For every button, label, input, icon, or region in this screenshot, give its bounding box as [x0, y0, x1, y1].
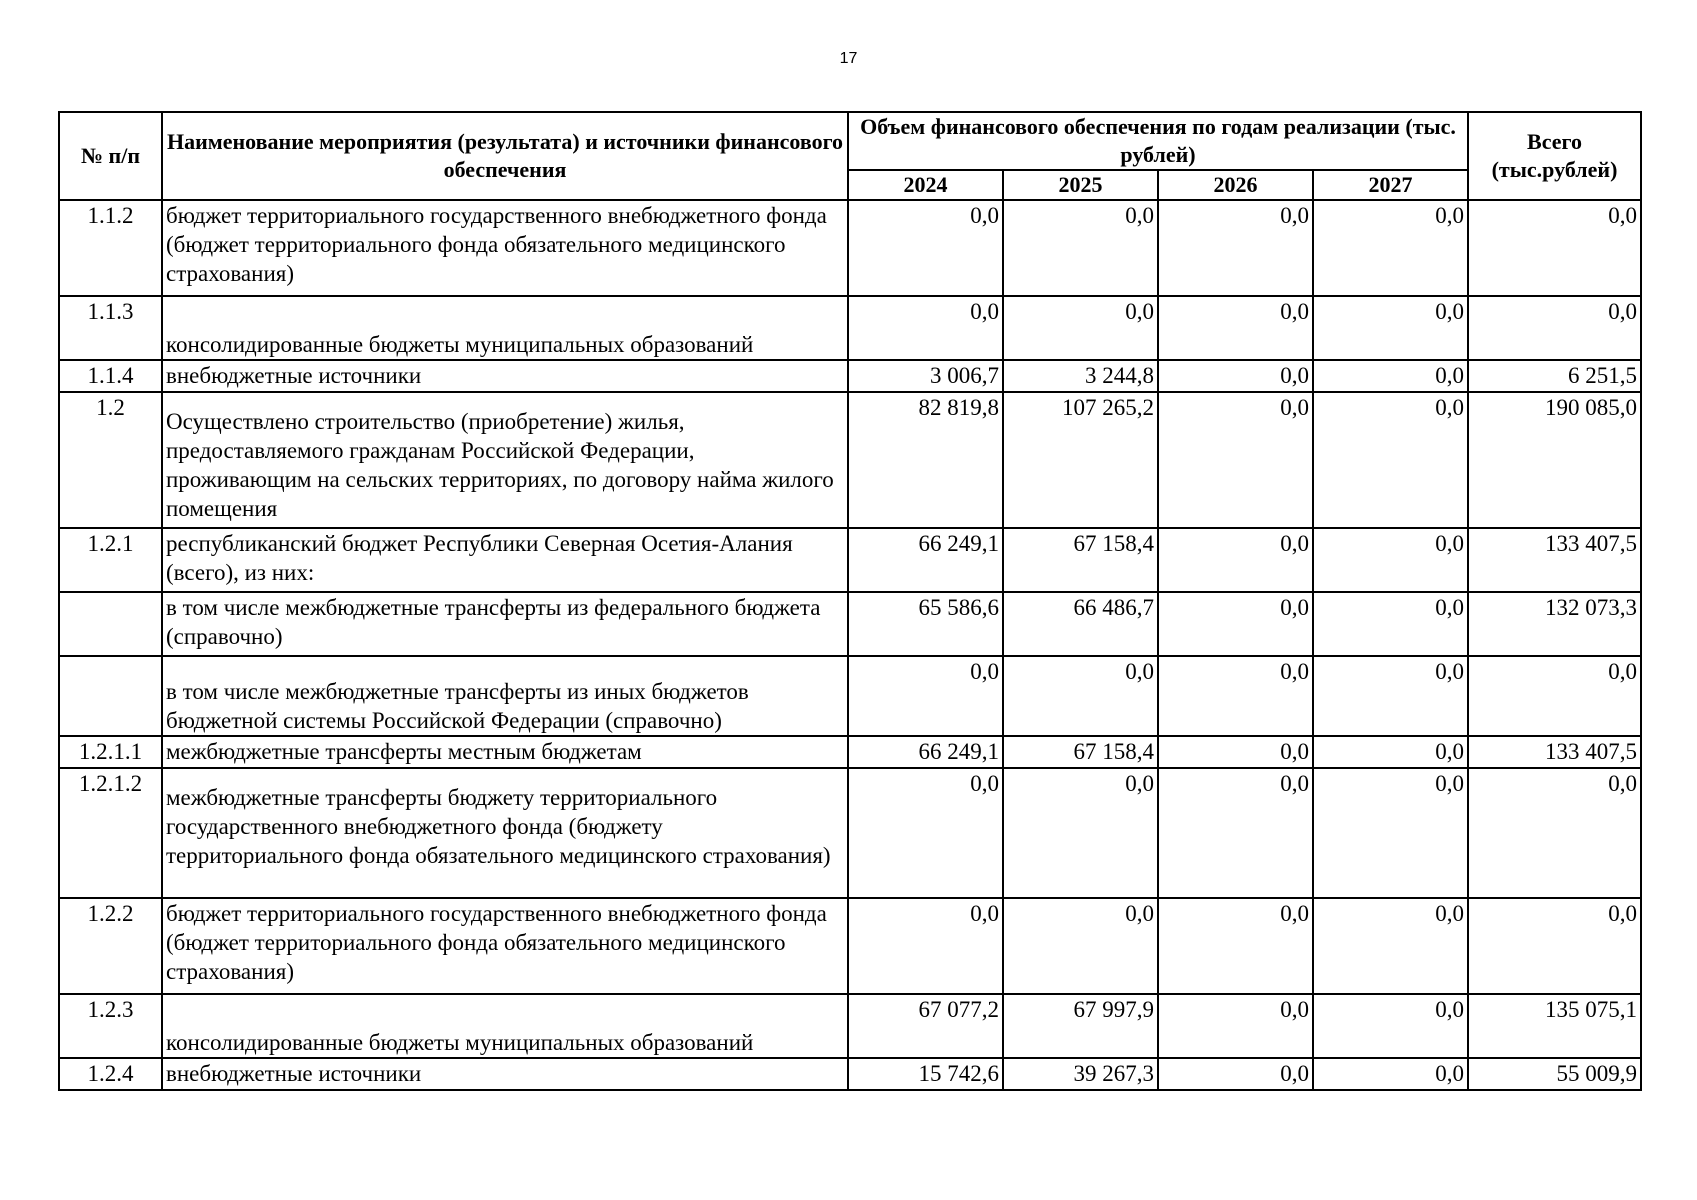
header-col-name: Наименование мероприятия (результата) и источники финансового обеспечения: [162, 112, 848, 200]
value-2025: 67 997,9: [1003, 994, 1158, 1058]
value-2024: 0,0: [848, 200, 1003, 296]
value-2026: 0,0: [1158, 360, 1313, 392]
value-2024: 66 249,1: [848, 528, 1003, 592]
row-name: внебюджетные источники: [162, 1058, 848, 1090]
row-number: [59, 592, 162, 656]
value-total: 6 251,5: [1468, 360, 1641, 392]
table-row: [59, 736, 1641, 768]
value-2027: 0,0: [1313, 768, 1468, 898]
table-row: [59, 360, 1641, 392]
value-2024: 0,0: [848, 898, 1003, 994]
value-2024: 3 006,7: [848, 360, 1003, 392]
value-2025: 0,0: [1003, 656, 1158, 736]
row-name: бюджет территориального государственного внебюджетного фонда (бюджет территориального фонда обязательного медицинского страхования): [162, 200, 848, 296]
value-2026: 0,0: [1158, 592, 1313, 656]
row-number: 1.1.2: [59, 200, 162, 296]
value-2025: 0,0: [1003, 898, 1158, 994]
value-total: 133 407,5: [1468, 736, 1641, 768]
value-total: 133 407,5: [1468, 528, 1641, 592]
value-2024: 82 819,8: [848, 392, 1003, 528]
table-row: [59, 1058, 1641, 1090]
row-name: Осуществлено строительство (приобретение) жилья, предоставляемого гражданам Российской Федерации, проживающим на сельских территориях, по договору найма жилого помещения: [162, 392, 848, 528]
value-2024: 0,0: [848, 296, 1003, 360]
value-total: 0,0: [1468, 200, 1641, 296]
value-2027: 0,0: [1313, 528, 1468, 592]
value-2024: 67 077,2: [848, 994, 1003, 1058]
table-row: [59, 392, 1641, 528]
value-2025: 3 244,8: [1003, 360, 1158, 392]
financing-table: [58, 111, 1642, 1091]
value-2026: 0,0: [1158, 994, 1313, 1058]
value-2026: 0,0: [1158, 898, 1313, 994]
table-row: [59, 768, 1641, 898]
header-year-2027: 2027: [1313, 170, 1468, 200]
row-number: 1.1.4: [59, 360, 162, 392]
row-name: консолидированные бюджеты муниципальных образований: [162, 994, 848, 1058]
value-2026: 0,0: [1158, 736, 1313, 768]
row-number: 1.2.4: [59, 1058, 162, 1090]
row-name: консолидированные бюджеты муниципальных образований: [162, 296, 848, 360]
value-total: 190 085,0: [1468, 392, 1641, 528]
header-col-volume: Объем финансового обеспечения по годам реализации (тыс. рублей): [848, 112, 1468, 170]
table-row: [59, 296, 1641, 360]
table-row: [59, 528, 1641, 592]
row-name: в том числе межбюджетные трансферты из федерального бюджета (справочно): [162, 592, 848, 656]
value-total: 0,0: [1468, 296, 1641, 360]
row-name: межбюджетные трансферты местным бюджетам: [162, 736, 848, 768]
value-2026: 0,0: [1158, 768, 1313, 898]
table-row: [59, 994, 1641, 1058]
row-number: 1.2.2: [59, 898, 162, 994]
value-total: 132 073,3: [1468, 592, 1641, 656]
table-row: [59, 656, 1641, 736]
value-2027: 0,0: [1313, 994, 1468, 1058]
value-2027: 0,0: [1313, 296, 1468, 360]
value-2026: 0,0: [1158, 296, 1313, 360]
table-row: [59, 200, 1641, 296]
value-2025: 67 158,4: [1003, 528, 1158, 592]
value-2026: 0,0: [1158, 656, 1313, 736]
row-name: межбюджетные трансферты бюджету территориального государственного внебюджетного фонда (бюджету территориального фонда обязательного медицинского страхования): [162, 768, 848, 898]
value-2025: 66 486,7: [1003, 592, 1158, 656]
value-2025: 67 158,4: [1003, 736, 1158, 768]
value-total: 0,0: [1468, 898, 1641, 994]
page-number: 17: [839, 50, 858, 67]
row-name: бюджет территориального государственного внебюджетного фонда (бюджет территориального фонда обязательного медицинского страхования): [162, 898, 848, 994]
row-name: республиканский бюджет Республики Северная Осетия-Алания (всего), из них:: [162, 528, 848, 592]
value-2027: 0,0: [1313, 898, 1468, 994]
value-2027: 0,0: [1313, 1058, 1468, 1090]
row-number: 1.2: [59, 392, 162, 528]
header-col-no: № п/п: [59, 112, 162, 200]
table-row: [59, 898, 1641, 994]
value-2026: 0,0: [1158, 200, 1313, 296]
value-2027: 0,0: [1313, 200, 1468, 296]
value-2024: 0,0: [848, 768, 1003, 898]
value-2027: 0,0: [1313, 392, 1468, 528]
value-2027: 0,0: [1313, 736, 1468, 768]
header-year-2024: 2024: [848, 170, 1003, 200]
row-number: 1.2.1: [59, 528, 162, 592]
value-total: 135 075,1: [1468, 994, 1641, 1058]
value-2025: 0,0: [1003, 296, 1158, 360]
row-name: в том числе межбюджетные трансферты из иных бюджетов бюджетной системы Российской Федерации (справочно): [162, 656, 848, 736]
header-col-total: Всего (тыс.рублей): [1468, 112, 1641, 200]
value-2026: 0,0: [1158, 392, 1313, 528]
row-number: 1.2.3: [59, 994, 162, 1058]
value-total: 55 009,9: [1468, 1058, 1641, 1090]
row-number: 1.2.1.1: [59, 736, 162, 768]
table-row: [59, 592, 1641, 656]
value-2024: 15 742,6: [848, 1058, 1003, 1090]
value-total: 0,0: [1468, 768, 1641, 898]
row-number: [59, 656, 162, 736]
row-number: 1.1.3: [59, 296, 162, 360]
value-2027: 0,0: [1313, 592, 1468, 656]
value-2025: 0,0: [1003, 768, 1158, 898]
value-2027: 0,0: [1313, 360, 1468, 392]
value-2024: 0,0: [848, 656, 1003, 736]
value-total: 0,0: [1468, 656, 1641, 736]
value-2025: 39 267,3: [1003, 1058, 1158, 1090]
value-2026: 0,0: [1158, 528, 1313, 592]
value-2024: 66 249,1: [848, 736, 1003, 768]
header-year-2026: 2026: [1158, 170, 1313, 200]
value-2027: 0,0: [1313, 656, 1468, 736]
row-name: внебюджетные источники: [162, 360, 848, 392]
header-year-2025: 2025: [1003, 170, 1158, 200]
value-2024: 65 586,6: [848, 592, 1003, 656]
row-number: 1.2.1.2: [59, 768, 162, 898]
value-2026: 0,0: [1158, 1058, 1313, 1090]
value-2025: 107 265,2: [1003, 392, 1158, 528]
value-2025: 0,0: [1003, 200, 1158, 296]
